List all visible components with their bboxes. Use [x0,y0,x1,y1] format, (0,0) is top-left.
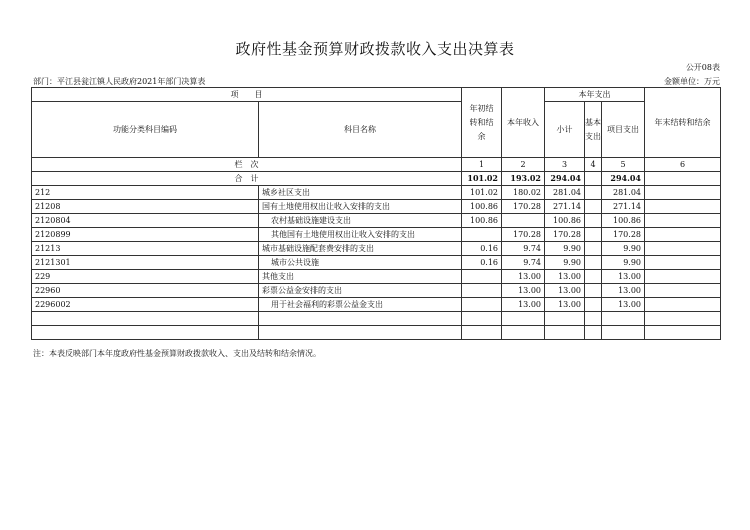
table-row [32,326,721,340]
cell-project [602,326,645,340]
cell-basic [585,270,602,284]
header-this-year-expense: 本年支出 [545,88,645,102]
cell-begin [462,298,502,312]
cell-code [32,326,259,340]
cell-code: 2121301 [32,256,259,270]
header-project: 项目支出 [602,102,645,158]
cell-subtotal: 100.86 [545,214,585,228]
cell-code: 2120804 [32,214,259,228]
total-begin: 101.02 [462,172,502,186]
cell-basic [585,312,602,326]
cell-code: 229 [32,270,259,284]
cell-project: 281.04 [602,186,645,200]
cell-name: 城市公共设施 [259,256,462,270]
col-num: 6 [645,158,721,172]
table-row [32,186,721,200]
cell-subtotal: 13.00 [545,270,585,284]
cell-code: 21213 [32,242,259,256]
header-begin-balance: 年初结转和结余 [462,88,502,158]
cell-basic [585,186,602,200]
cell-name: 其他支出 [259,270,462,284]
table-row [32,256,721,270]
cell-name [259,312,462,326]
col-label: 栏 次 [32,158,462,172]
cell-begin: 0.16 [462,242,502,256]
table-row [32,270,721,284]
total-income: 193.02 [502,172,545,186]
table-row [32,284,721,298]
cell-begin [462,312,502,326]
form-number: 公开08表 [685,63,720,72]
cell-name: 农村基础设施建设支出 [259,214,462,228]
cell-basic [585,326,602,340]
cell-income: 9.74 [502,256,545,270]
cell-end [645,214,721,228]
header-name: 科目名称 [259,102,462,158]
cell-subtotal: 170.28 [545,228,585,242]
cell-name: 用于社会福利的彩票公益金支出 [259,298,462,312]
footnote: 注：本表反映部门本年度政府性基金预算财政拨款收入、支出及结转和结余情况。 [33,349,321,358]
cell-code [32,312,259,326]
header-code: 功能分类科目编码 [32,102,259,158]
cell-subtotal: 13.00 [545,298,585,312]
cell-code: 22960 [32,284,259,298]
cell-basic [585,284,602,298]
cell-begin [462,326,502,340]
cell-code: 21208 [32,200,259,214]
cell-end [645,228,721,242]
cell-basic [585,256,602,270]
cell-project: 271.14 [602,200,645,214]
cell-subtotal [545,312,585,326]
cell-end [645,186,721,200]
header-subtotal: 小计 [545,102,585,158]
cell-begin [462,270,502,284]
cell-basic [585,298,602,312]
cell-end [645,270,721,284]
cell-code: 2296002 [32,298,259,312]
table-row [32,312,721,326]
cell-basic [585,214,602,228]
budget-table [31,87,721,340]
cell-project: 9.90 [602,256,645,270]
total-row [32,172,721,186]
cell-end [645,256,721,270]
cell-end [645,242,721,256]
cell-begin [462,228,502,242]
header-basic: 基本支出 [585,102,602,158]
department-label: 部门：平江县瓮江镇人民政府2021年部门决算表 [33,77,206,86]
cell-begin: 100.86 [462,214,502,228]
cell-project: 9.90 [602,242,645,256]
cell-name [259,326,462,340]
total-basic [585,172,602,186]
table-row [32,298,721,312]
cell-income: 170.28 [502,200,545,214]
cell-basic [585,228,602,242]
cell-project: 100.86 [602,214,645,228]
cell-end [645,312,721,326]
table-row [32,200,721,214]
cell-income: 180.02 [502,186,545,200]
cell-basic [585,242,602,256]
cell-name: 其他国有土地使用权出让收入安排的支出 [259,228,462,242]
cell-name: 城乡社区支出 [259,186,462,200]
cell-project [602,312,645,326]
cell-subtotal: 281.04 [545,186,585,200]
cell-end [645,326,721,340]
cell-income: 13.00 [502,298,545,312]
cell-project: 13.00 [602,298,645,312]
header-end-balance: 年末结转和结余 [645,88,721,158]
cell-subtotal [545,326,585,340]
cell-begin: 0.16 [462,256,502,270]
col-num: 5 [602,158,645,172]
col-num: 3 [545,158,585,172]
table-row [32,242,721,256]
cell-income [502,326,545,340]
cell-income: 13.00 [502,284,545,298]
col-num: 1 [462,158,502,172]
cell-end [645,200,721,214]
cell-end [645,284,721,298]
cell-subtotal: 271.14 [545,200,585,214]
cell-income: 9.74 [502,242,545,256]
unit-label: 金额单位：万元 [664,77,720,86]
header-row-2 [32,102,721,158]
cell-end [645,298,721,312]
cell-name: 彩票公益金安排的支出 [259,284,462,298]
header-income: 本年收入 [502,88,545,158]
cell-basic [585,200,602,214]
col-num: 4 [585,158,602,172]
cell-begin: 100.86 [462,200,502,214]
cell-income: 13.00 [502,270,545,284]
cell-name: 城市基础设施配套费安排的支出 [259,242,462,256]
header-row-1 [32,88,721,102]
total-project: 294.04 [602,172,645,186]
total-end [645,172,721,186]
cell-begin [462,284,502,298]
cell-code: 2120899 [32,228,259,242]
cell-begin: 101.02 [462,186,502,200]
header-item: 项 目 [32,88,462,102]
total-label: 合 计 [32,172,462,186]
cell-income [502,214,545,228]
table-row [32,228,721,242]
column-number-row [32,158,721,172]
cell-project: 13.00 [602,284,645,298]
col-num: 2 [502,158,545,172]
cell-project: 13.00 [602,270,645,284]
page-title: 政府性基金预算财政拨款收入支出决算表 [235,40,515,58]
cell-income [502,312,545,326]
cell-code: 212 [32,186,259,200]
cell-project: 170.28 [602,228,645,242]
cell-subtotal: 9.90 [545,256,585,270]
cell-subtotal: 13.00 [545,284,585,298]
cell-name: 国有土地使用权出让收入安排的支出 [259,200,462,214]
table-row [32,214,721,228]
cell-subtotal: 9.90 [545,242,585,256]
cell-income: 170.28 [502,228,545,242]
total-subtotal: 294.04 [545,172,585,186]
